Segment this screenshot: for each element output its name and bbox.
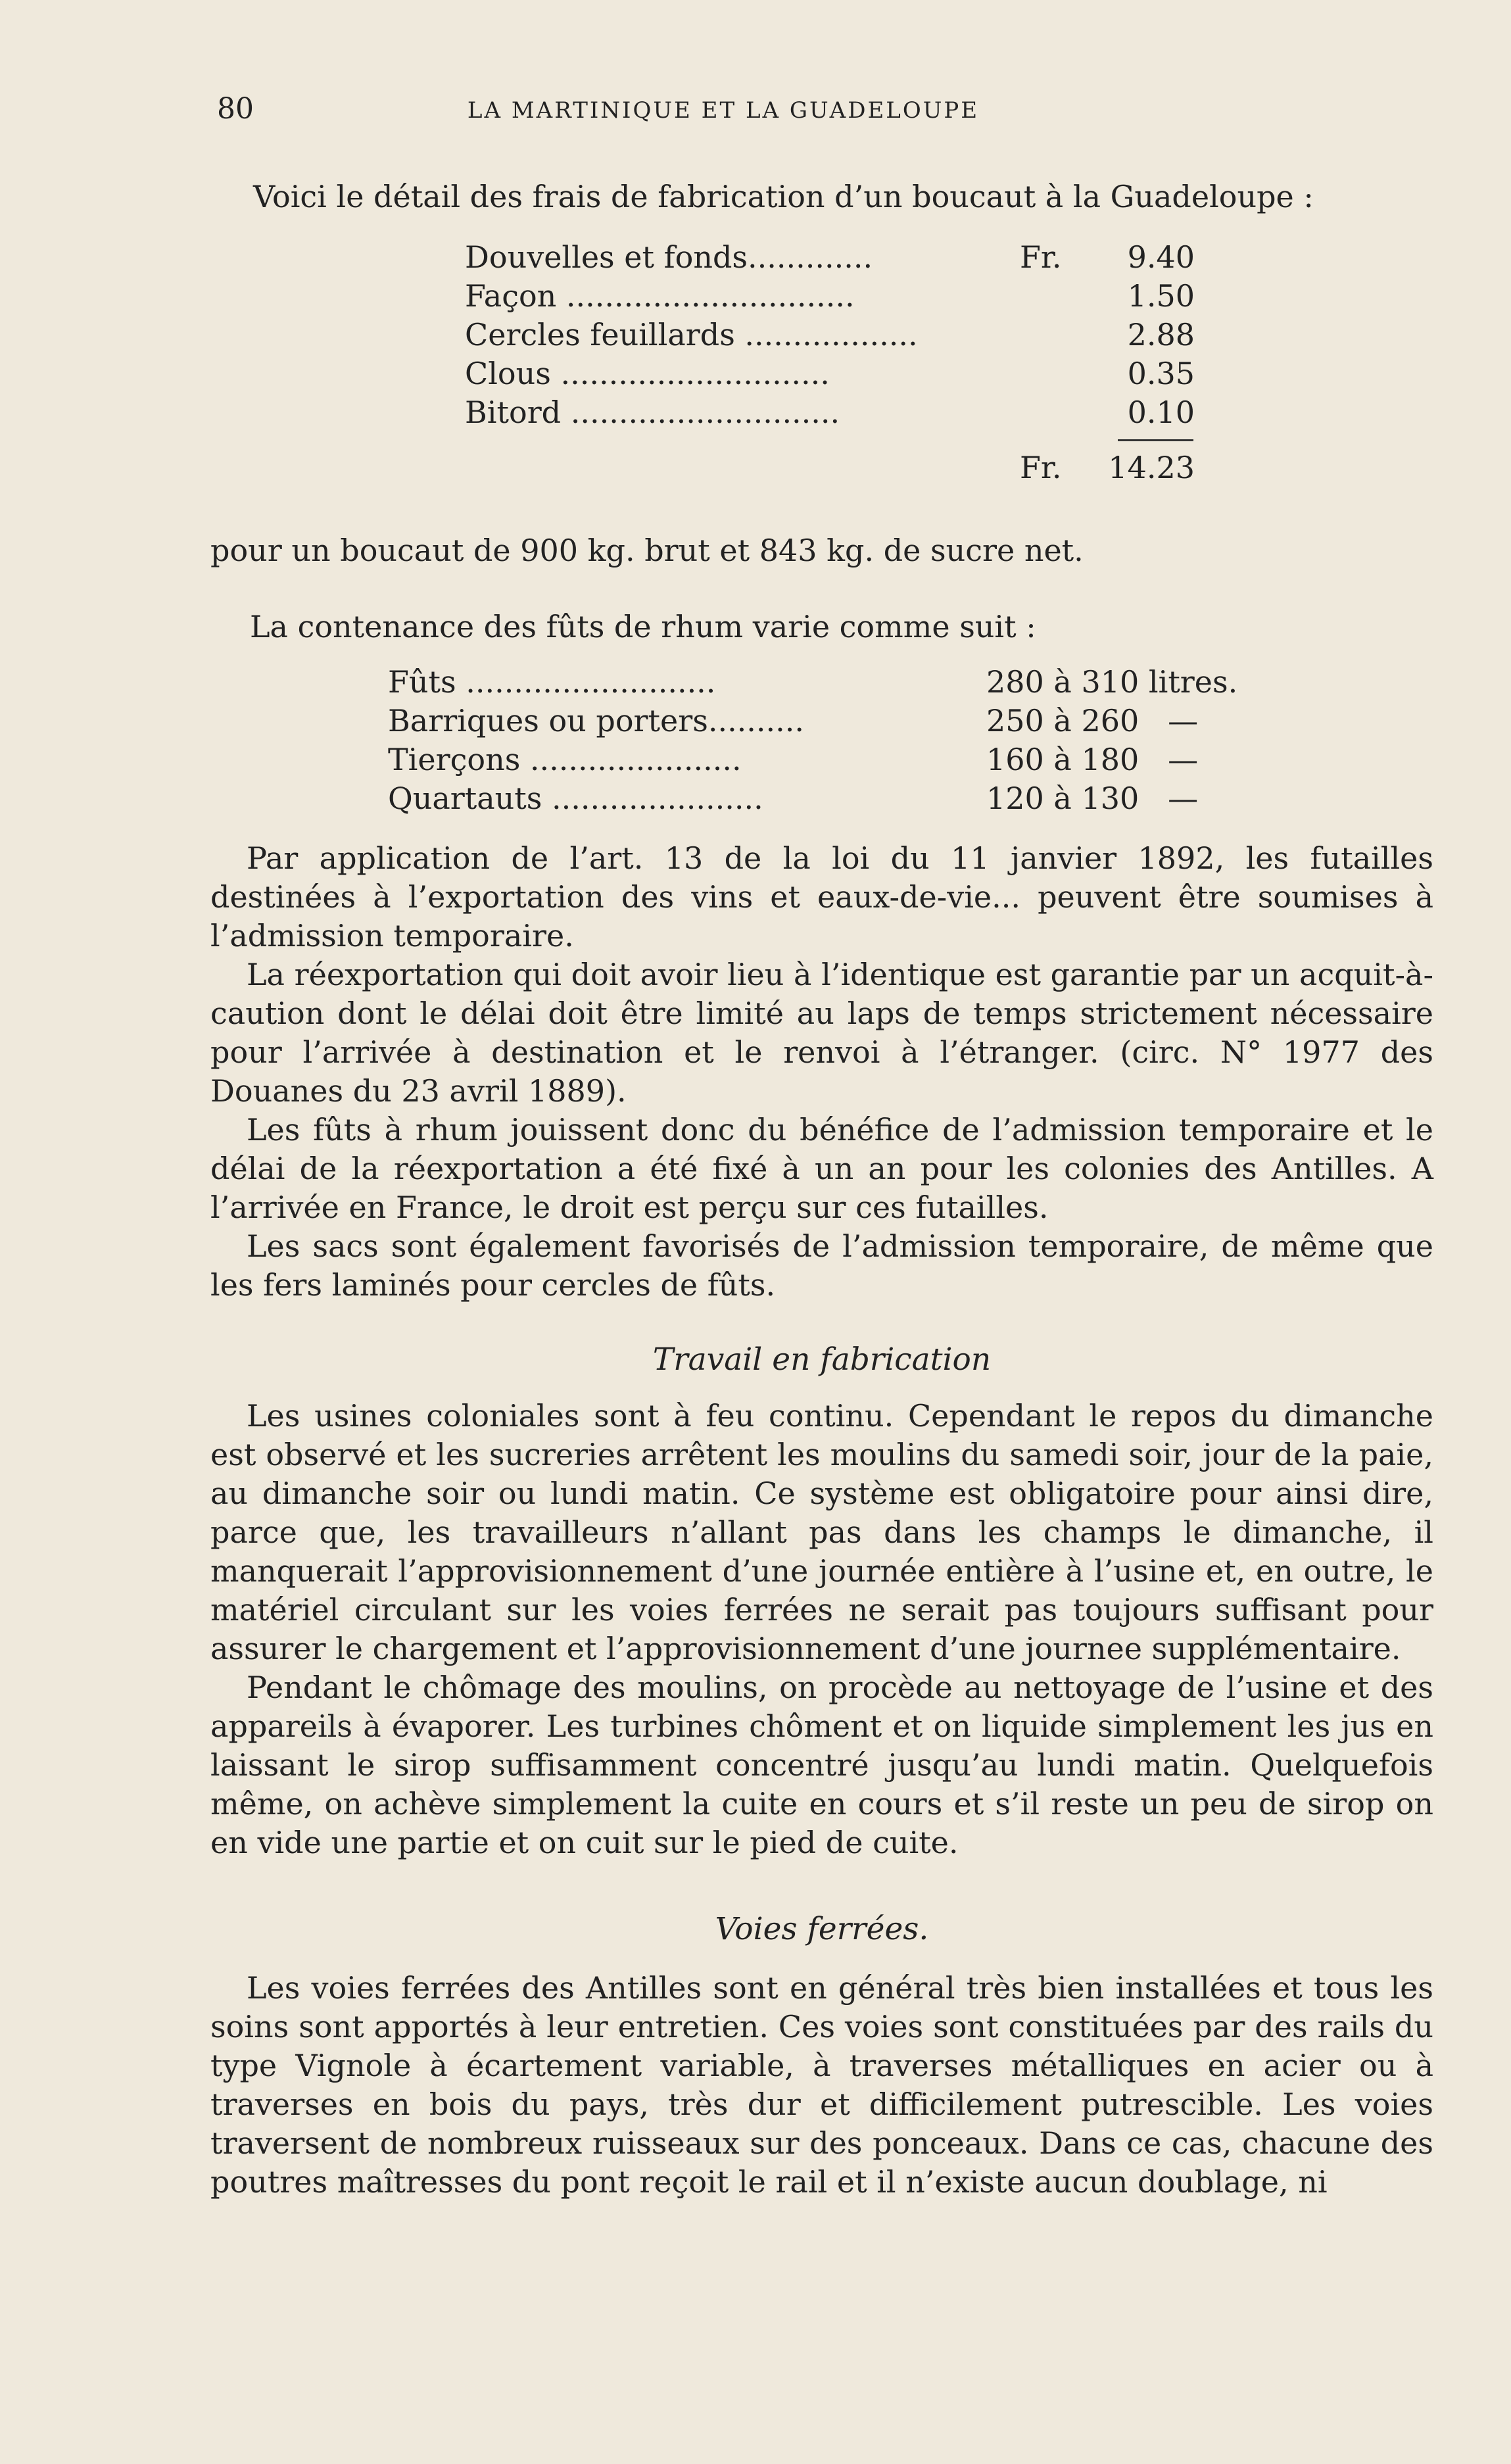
- cost-row: [465, 316, 1195, 354]
- cost-label: Façon ..............................: [465, 278, 855, 314]
- capacity-intro-paragraph: La contenance des fûts de rhum varie comme suit :: [250, 609, 1036, 644]
- body-section-2: [210, 1397, 1433, 1862]
- body-section-1: [210, 839, 1433, 1305]
- cost-value: 0.35: [1127, 356, 1195, 391]
- after-costs: [210, 531, 1433, 570]
- currency-label: Fr.: [1020, 239, 1062, 275]
- cost-value: 0.10: [1127, 395, 1195, 430]
- capacity-row: [388, 663, 1308, 702]
- body-section-3: [210, 1969, 1433, 2202]
- cost-value: 2.88: [1127, 317, 1195, 352]
- page-header: [217, 92, 1098, 132]
- intro-paragraph: Voici le détail des frais de fabrication d’un boucaut à la Guadeloupe :: [253, 179, 1314, 214]
- paragraph: Les fûts à rhum jouissent donc du bénéfice de l’admission temporaire et le délai de la réexportation a été fixé à un an pour les colonies des Antilles. A l’arrivée en France, le droit est perçu sur ces futailles.: [210, 1112, 1433, 1225]
- section-heading: Voies ferrées.: [715, 1911, 929, 1947]
- cost-row: [465, 277, 1195, 316]
- total-value: 14.23: [1108, 450, 1195, 485]
- capacity-intro: [210, 608, 1433, 646]
- paragraph: Les sacs sont également favorisés de l’admission temporaire, de même que les fers laminés pour cercles de fûts.: [210, 1228, 1433, 1303]
- capacity-range: 280 à 310 litres.: [986, 664, 1238, 700]
- running-title: LA MARTINIQUE ET LA GUADELOUPE: [467, 97, 980, 124]
- cost-ledger: [465, 238, 1195, 432]
- total-currency: Fr.: [1020, 450, 1062, 485]
- cost-label: Douvelles et fonds.............: [465, 239, 873, 275]
- cost-value: 9.40: [1127, 239, 1195, 275]
- capacity-label: Tierçons ......................: [388, 742, 742, 777]
- cost-label: Bitord ............................: [465, 395, 840, 430]
- after-costs-paragraph: pour un boucaut de 900 kg. brut et 843 kg. de sucre net.: [210, 533, 1084, 568]
- capacity-range: 160 à 180 —: [986, 742, 1199, 777]
- capacity-list: [388, 663, 1308, 818]
- cost-row: [465, 393, 1195, 432]
- paragraph: Par application de l’art. 13 de la loi du 11 janvier 1892, les futailles destinées à l’exportation des vins et eaux-de-vie... peuvent être soumises à l’admission temporaire.: [210, 840, 1433, 954]
- cost-row: [465, 354, 1195, 393]
- total-row: [465, 448, 1195, 487]
- capacity-label: Quartauts ......................: [388, 781, 763, 816]
- capacity-label: Fûts ..........................: [388, 664, 716, 700]
- capacity-row: [388, 740, 1308, 779]
- paragraph: La réexportation qui doit avoir lieu à l’identique est garantie par un acquit-à-caution dont le délai doit être limité au laps de temps strictement nécessaire pour l’arrivée à destination et le renvoi à l’étranger. (circ. N° 1977 des Douanes du 23 avril 1889).: [210, 957, 1433, 1109]
- total-rule: [1118, 439, 1193, 441]
- capacity-range: 250 à 260 —: [986, 703, 1199, 738]
- section-heading: Travail en fabrication: [652, 1341, 992, 1378]
- page-number: 80: [217, 92, 254, 126]
- paragraph: Pendant le chômage des moulins, on procède au nettoyage de l’usine et des appareils à évaporer. Les turbines chôment et on liquide simplement les jus en laissant le sirop suffisamment concentré jusqu’au lundi matin. Quelquefois même, on achève simplement la cuite en cours et s’il reste un peu de sirop on en vide une partie et on cuit sur le pied de cuite.: [210, 1670, 1433, 1860]
- capacity-label: Barriques ou porters..........: [388, 703, 805, 738]
- capacity-row: [388, 779, 1308, 818]
- cost-value: 1.50: [1127, 278, 1195, 314]
- paragraph: Les voies ferrées des Antilles sont en général très bien installées et tous les soins sont apportés à leur entretien. Ces voies sont constituées par des rails du type Vignole à écartement variable, à traverses métalliques en acier ou à traverses en bois du pays, très dur et difficilement putrescible. Les voies traversent de nombreux ruisseaux sur des ponceaux. Dans ce cas, chacune des poutres maîtresses du pont reçoit le rail et il n’existe aucun doublage, ni: [210, 1970, 1433, 2200]
- capacity-row: [388, 702, 1308, 740]
- cost-total: [465, 448, 1195, 487]
- paragraph: Les usines coloniales sont à feu continu. Cependant le repos du dimanche est observé et les sucreries arrêtent les moulins du samedi soir, jour de la paie, au dimanche soir ou lundi matin. Ce système est obligatoire pour ainsi dire, parce que, les travailleurs n’allant pas dans les champs le dimanche, il manquerait l’approvisionnement d’une journée entière à l’usine et, en outre, le matériel circulant sur les voies ferrées ne serait pas toujours suffisant pour assurer le chargement et l’approvisionnement d’une journee supplémentaire.: [210, 1398, 1433, 1666]
- cost-label: Clous ............................: [465, 356, 830, 391]
- capacity-range: 120 à 130 —: [986, 781, 1199, 816]
- intro-line: [210, 178, 1433, 216]
- cost-row: [465, 238, 1195, 277]
- cost-label: Cercles feuillards ..................: [465, 317, 918, 352]
